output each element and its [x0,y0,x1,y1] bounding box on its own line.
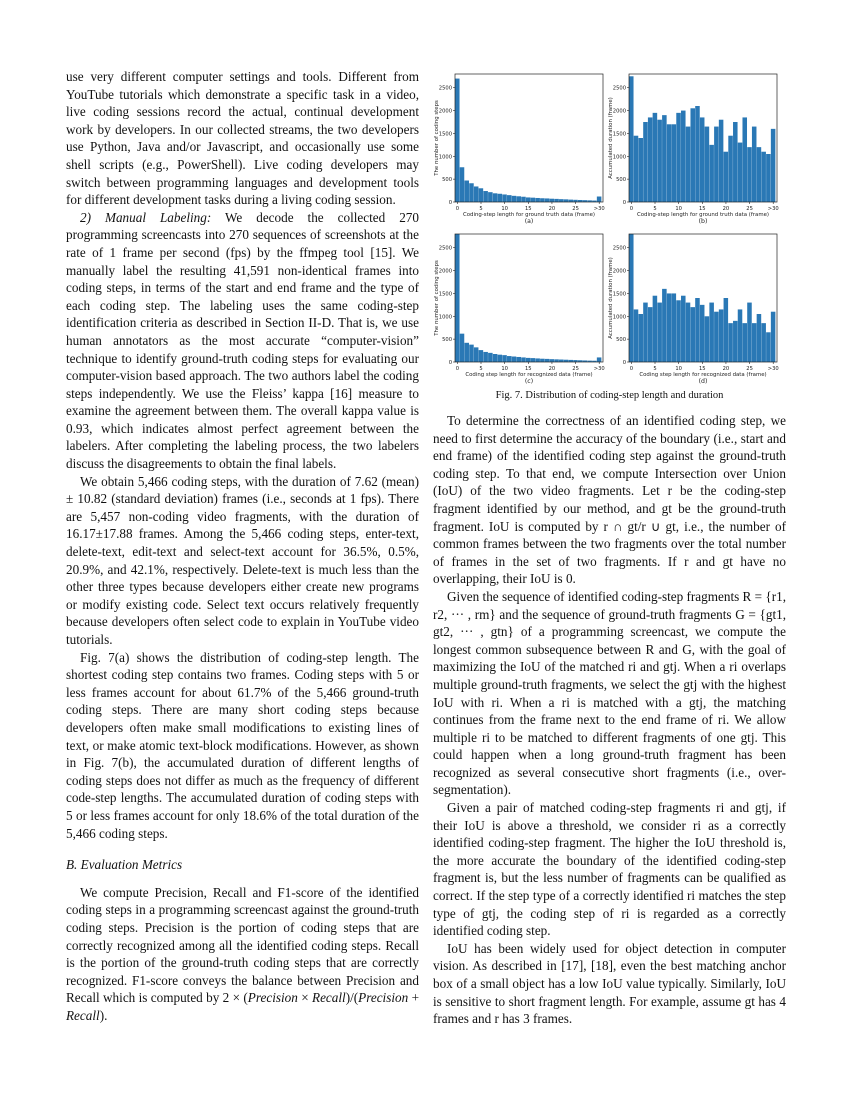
x-axis-label: Coding-step length for ground truth data (frame) [637,212,769,218]
paragraph: Given the sequence of identified coding-step fragments R = {r1, r2, ··· , rm} and the sequence of ground-truth fragments G = {gt1, gt2, ··· , gtn} of a programming screencast, we compute the longest common subsequence between R and G, with the goal of maximizing the IoU of the matched ri and gtj. When a ri overlaps multiple ground-truth fragments, we select the gtj with the highest IoU with ri. When a ri is matched with a gtj, the matching continues from the frame next to the end frame of ri. We allow multiple ri to be matched to different fragments of one gtj. This could happen when a long ground-truth fragment has been recognized as several consecutive short fragments (i.e., over-segmentation). [433,588,786,798]
chart-bar [709,303,714,362]
chart-bar [568,200,573,202]
chart-bar [464,343,469,362]
paragraph [66,884,419,1025]
chart-bar [771,312,776,362]
y-tick-label: 2000 [612,108,626,115]
chart-bar [648,117,653,202]
chart-bar [653,296,658,362]
x-tick-label: 5 [653,206,657,212]
y-tick-label: 1500 [438,291,452,298]
chart-bar [719,309,724,362]
x-tick-label: 15 [524,206,532,212]
formula-term: Recall [66,1007,100,1023]
panel-label: (b) [698,218,708,225]
chart-bar [724,152,729,202]
x-axis-label: Coding-step length for ground truth data (frame) [463,212,595,218]
left-column [66,68,419,1024]
chart-panel [434,234,605,385]
chart-bar [662,115,667,202]
chart-bar [742,117,747,202]
chart-bar [752,127,757,202]
x-tick-label: 20 [722,206,730,212]
chart-bar [455,234,460,362]
chart-bar [479,188,484,202]
chart-bar [714,312,719,362]
chart-bar [695,106,700,202]
y-tick-label: 0 [622,360,626,366]
chart-bar [545,359,550,362]
y-tick-label: 2000 [612,268,626,275]
chart-bar [667,293,672,362]
chart-bar [771,129,776,202]
chart-bar [460,334,465,362]
chart-bar [455,79,460,202]
chart-bar [738,309,743,362]
chart-bar [672,293,677,362]
chart-bar [667,124,672,202]
chart-bar [681,296,686,362]
formula-op: + [408,990,420,1006]
chart-bar [554,199,559,202]
x-tick-label: 25 [572,366,579,372]
y-tick-label: 500 [616,177,626,184]
chart-frame [455,234,603,362]
formula-term: Precision [358,990,409,1006]
x-tick-label: 10 [501,366,508,372]
chart-bar [709,145,714,202]
chart-frame [455,74,603,202]
chart-bar [564,199,569,202]
chart-bar [488,192,493,202]
x-tick-label: >30 [593,366,605,372]
x-tick-label: 20 [722,366,730,372]
formula-op: ). [99,1007,108,1023]
chart-bar [498,194,503,202]
paragraph: Given a pair of matched coding-step fragments ri and gtj, if their IoU is above a threshold, we consider ri as a correctly identified coding-step fragment. The higher the IoU threshold is, the more accurate the boundary of the identified coding-step fragment is, but the less number of fragments can be qualified as correct. If the step type of a correctly identified ri matches the step type of gtj, the coding step of ri is regarded as a correctly identified coding step. [433,800,786,939]
x-tick-label: 20 [548,206,556,212]
chart-bar [469,183,474,202]
y-tick-label: 500 [616,337,626,344]
chart-bar [597,357,602,362]
chart-bar [638,314,643,362]
paragraph: We obtain 5,466 coding steps, with the duration of 7.62 (mean) ± 10.82 (standard deviation) frames (i.e., seconds at 1 fps). There are 5,457 non-coding video fragments, with the duration of 16.17±17.88 frames. Among the 5,466 coding steps, enter-text, delete-text, edit-text and select-text account for 36.5%, 0.5%, 20.9%, and 42.1%, respectively. Delete-text is much less than the other three types because developers either create new programs or modify existing code. Select text occurs relatively frequently because developers often select code to explain in YouTube video tutorials. [66,473,419,647]
chart-bar [757,147,762,202]
paragraph: IoU has been widely used for object detection in computer vision. As described in [17], [18], even the best matching anchor box of a small object has a low IoU value typically. Similarly, IoU is sensitive to short fragment length. For example, assume gt has 4 frames and r has 3 frames. [433,940,786,1027]
x-tick-label: >30 [593,206,605,212]
y-tick-label: 2500 [438,85,452,92]
chart-bar [540,359,545,362]
chart-bar [502,355,507,362]
chart-bar [757,314,762,362]
chart-bar [634,309,639,362]
formula-term: Recall [312,990,346,1006]
formula-op: × [297,990,313,1006]
chart-bar [474,347,479,362]
chart-bar [724,298,729,362]
section-title: B. Evaluation Metrics [66,857,183,873]
chart-bar [479,350,484,362]
chart-bar [686,303,691,362]
chart-bar [493,193,498,202]
chart-bar [526,358,531,362]
x-tick-label: 15 [524,366,532,372]
chart-bar [516,196,521,202]
x-tick-label: >30 [767,366,779,372]
chart-bar [662,289,667,362]
chart-bar [493,354,498,362]
chart-bar [643,303,648,362]
chart-bar [540,198,545,202]
chart-bar [512,196,517,202]
chart-bar [676,113,681,202]
chart-bar [643,122,648,202]
x-tick-label: 10 [675,206,682,212]
chart-bar [521,357,526,362]
x-tick-label: 25 [746,206,753,212]
x-tick-label: 5 [479,366,483,372]
y-tick-label: 2000 [438,268,452,275]
paragraph: use very different computer settings and tools. Different from YouTube tutorials which demonstrate a specific task in a video, live coding sessions record the actual, continual development work by developers. In our collected streams, the two developers use Python, Java and/or Javascript, and occasionally use some shell scripts (e.g., PowerShell). Live coding developers may switch between programming languages and development tools for different development tasks during a living coding session. [66,69,419,208]
y-tick-label: 2500 [612,245,626,252]
chart-bar [653,113,658,202]
chart-bar [747,147,752,202]
chart-bar [531,198,536,202]
chart-panel [608,74,779,225]
chart-bar [681,111,686,202]
chart-bar [657,303,662,362]
chart-bar [700,117,705,202]
chart-bar [502,194,507,202]
chart-bar [766,332,771,362]
chart-bar [686,127,691,202]
chart-bar [761,152,766,202]
x-tick-label: 15 [698,366,706,372]
chart-bar [516,357,521,362]
paragraph: Fig. 7(a) shows the distribution of coding-step length. The shortest coding step contains two frames. Coding steps with 5 or less frames account for about 61.7% of the 5,466 ground-truth coding steps. There are many short coding steps because developers often make small modifications to existing lines of text, or make atomic text-block modifications. However, as shown in Fig. 7(b), the accumulated duration of different lengths of coding steps does not differ as much as the frequency of different code-step lengths. The accumulated duration of coding steps with 5 or less frames account for only 18.6% of the total duration of the 5,466 coding steps. [66,649,419,841]
chart-bar [483,352,488,362]
chart-bar [488,353,493,362]
chart-bar [690,108,695,202]
paragraph-text: We decode the collected 270 programming screencasts into 270 sequences of screenshots at the rate of 1 frame per second (fps) by the ffmpeg tool [15]. We manually label the resulting 41,591 non-identical frames into coding steps, in terms of the start and end frame and the type of each coding step. The labeling uses the same coding-step identification criteria as described in Section II-D. That is, we use human annotators as the most accurate “computer-vision” technique to identify ground-truth coding steps for evaluating our computer-vision based approach. The two authors label the coding steps independently. We use the Fleiss’ kappa [16] measure to examine the agreement between them. The overall kappa value is 0.93, which indicates almost perfect agreement between the labelers. After completing the labeling process, the two labelers discuss the disagreements to obtain the final labels. [66,209,419,472]
chart-bar [638,138,643,202]
x-tick-label: 10 [501,206,508,212]
chart-bar [464,181,469,202]
y-axis-label: Accumulated duration (frame) [608,257,614,339]
chart-bar [460,167,465,202]
chart-bar [469,345,474,362]
y-axis-label: The number of coding steps [434,100,440,176]
y-tick-label: 1000 [612,154,626,161]
chart-bar [761,323,766,362]
chart-bar [512,357,517,362]
x-tick-label: 0 [455,206,460,212]
x-tick-label: 25 [572,206,579,212]
chart-panel [434,74,605,225]
chart-bar [695,298,700,362]
chart-bar [559,360,564,362]
y-tick-label: 2500 [438,245,452,252]
chart-bar [648,307,653,362]
chart-bar [559,199,564,202]
chart-bar [550,199,555,202]
x-axis-label: Coding step length for recognized data (frame) [465,372,593,378]
chart-bar [766,154,771,202]
chart-bar [507,356,512,362]
right-column [433,412,786,1028]
x-tick-label: 20 [548,366,556,372]
x-tick-label: 0 [629,366,634,372]
chart-bar [550,359,555,362]
paragraph: To determine the correctness of an identified coding step, we need to first determine the accuracy of the boundary (i.e., start and end frame) of the identified coding step against the ground-truth coding step. To that end, we compute Intersection over Union (IoU) of the two video fragments. Let r be the coding-step fragment identified by our method, and gt be the ground-truth fragment. IoU is computed by r ∩ gt/r ∪ gt, i.e., the number of common frames between the two fragments over the total number of frames in the set of two fragments. If r and gt have no overlapping, their IoU is 0. [433,413,786,587]
chart-bar [531,358,536,362]
panel-label: (c) [524,378,534,385]
panel-label: (d) [698,378,708,385]
formula-term: Precision [247,990,298,1006]
chart-bar [752,323,757,362]
chart-bar [629,234,634,362]
y-tick-label: 2000 [438,108,452,115]
x-tick-label: 5 [653,366,657,372]
chart-bar [733,122,738,202]
x-tick-label: >30 [767,206,779,212]
chart-bar [705,316,710,362]
chart-bar [629,76,634,202]
chart-bar [498,355,503,362]
y-tick-label: 500 [442,177,452,184]
y-tick-label: 0 [622,200,626,206]
x-tick-label: 25 [746,366,753,372]
chart-bar [535,198,540,202]
chart-bar [597,197,602,202]
paragraph-text: We compute Precision, Recall and F1-score of the identified coding steps in a programming screencast against the ground-truth coding steps. Precision is the portion of coding steps that are correctly recognized among all the identified coding steps. Recall is the portion of the ground-truth coding steps that are correctly recognized. F1-score conveys the balance between Precision and Recall which is computed by 2 × ( [66,884,419,1006]
chart-bar [672,124,677,202]
figure-caption: Fig. 7. Distribution of coding-step length and duration [495,390,724,401]
chart-bar [700,305,705,362]
chart-bar [705,127,710,202]
chart-bar [714,127,719,202]
figure-7 [433,68,786,404]
y-tick-label: 0 [448,360,452,366]
y-tick-label: 1500 [612,291,626,298]
y-tick-label: 0 [448,200,452,206]
y-tick-label: 1000 [438,314,452,321]
chart-bar [545,198,550,202]
paragraph [66,209,419,473]
x-tick-label: 0 [629,206,634,212]
x-axis-label: Coding step length for recognized data (frame) [639,372,767,378]
x-tick-label: 10 [675,366,682,372]
y-tick-label: 1500 [438,131,452,138]
y-tick-label: 500 [442,337,452,344]
chart-bar [733,321,738,362]
chart-bar [521,197,526,202]
y-tick-label: 1000 [612,314,626,321]
chart-bar [728,136,733,202]
y-tick-label: 2500 [612,85,626,92]
chart-bar [657,120,662,202]
chart-bar [719,120,724,202]
chart-bar [728,323,733,362]
y-tick-label: 1000 [438,154,452,161]
chart-bar [634,136,639,202]
chart-panel [608,234,779,385]
formula-op: )/( [345,990,359,1006]
y-tick-label: 1500 [612,131,626,138]
chart-bar [526,197,531,202]
x-tick-label: 5 [479,206,483,212]
x-tick-label: 15 [698,206,706,212]
y-axis-label: Accumulated duration (frame) [608,97,614,179]
x-tick-label: 0 [455,366,460,372]
chart-bar [483,191,488,202]
chart-bar [690,307,695,362]
chart-bar [507,195,512,202]
chart-bar [742,323,747,362]
chart-bar [747,303,752,362]
y-axis-label: The number of coding steps [434,260,440,336]
panel-label: (a) [524,218,534,225]
chart-bar [535,358,540,362]
chart-bar [554,359,559,362]
subsection-label: 2) Manual Labeling: [80,209,212,225]
chart-bar [738,143,743,202]
chart-bar [676,300,681,362]
figure-7-charts [433,68,786,388]
chart-bar [474,186,479,202]
